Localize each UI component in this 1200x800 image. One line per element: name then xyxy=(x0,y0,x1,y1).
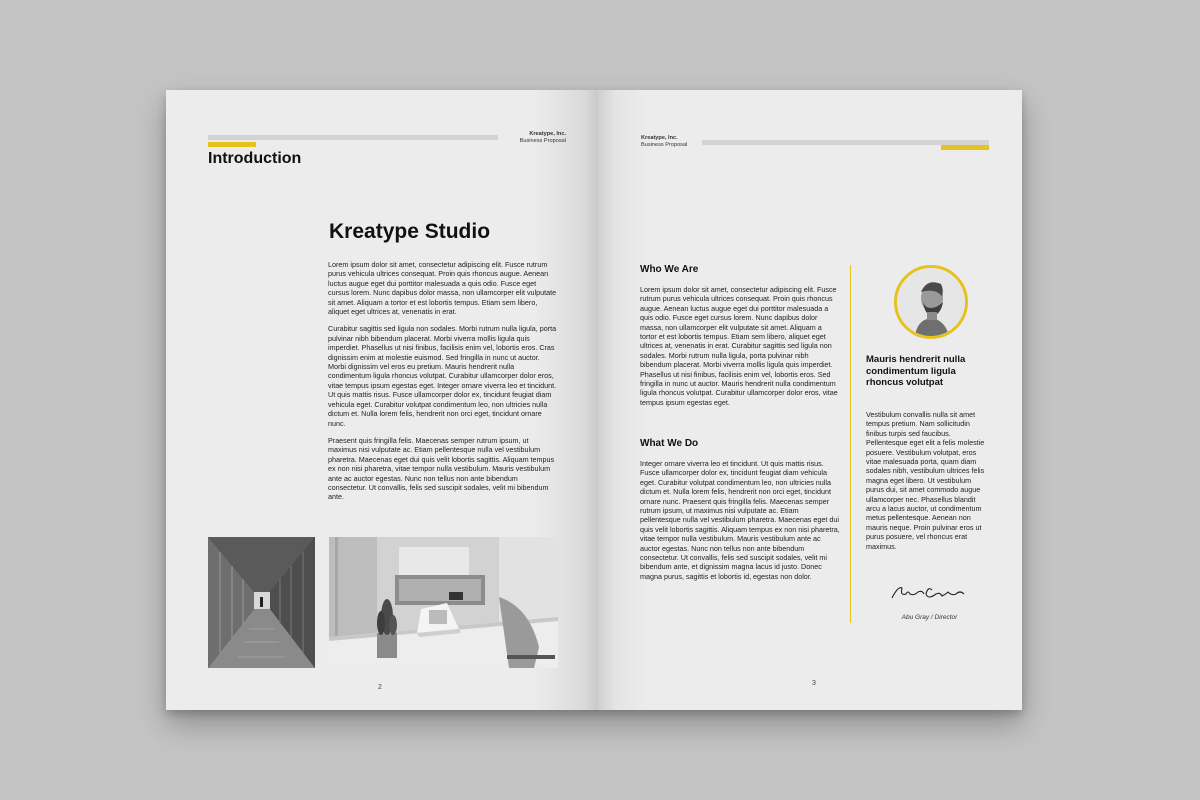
header-rule xyxy=(208,135,498,140)
corridor-photo xyxy=(208,537,315,668)
header-meta xyxy=(641,135,687,149)
brochure-spread xyxy=(166,90,1022,710)
header-doc: Business Proposal xyxy=(519,138,566,144)
intro-paragraph-2: Curabitur sagittis sed ligula non sodales. Morbi rutrum nulla ligula, porta pulvinar nibh bibendum placerat. Morbi viverra mollis ligula quis imperdiet. Phasellus ut nisi finibus, facilisis enim vel, lobortis eros. Cras dignissim enim at molestie euismod. Sed fringilla in nunc ut auctor. Morbi dignissim vel eros eu pretium. Mauris hendrerit nulla condimentum ligula rhoncus volutpat. Curabitur ullamcorper dolor eros, vitae tempus ipsum egestas eget. Integer ornare viverra leo et tincidunt. Ut quis mattis risus. Fusce ullamcorper dolor ex, tincidunt feugiat diam vehicula eget. Curabitur volutpat condimentum leo, non ultricies nulla dictum et. Nulla lorem felis, hendrerit non orci eget, tincidunt ornare nunc. xyxy=(328,324,557,428)
who-we-are-text: Lorem ipsum dolor sit amet, consectetur adipiscing elit. Fusce rutrum purus vehicula ultrices consequat. Proin quis rhoncus augue. Aenean luctus augue eget dui porttitor malesuada a quis odio. Fusce eget cursus lorem. Nunc dapibus dolor massa, non ullamcorper elit vulputate sit amet. Aliquam a tortor et est lobortis tempus. Etiam sem libero, aliquet eget ultrices at, venenatis in erat. Curabitur sagittis sed ligula non sodales. Morbi rutrum nulla ligula, porta pulvinar nibh bibendum placerat. Morbi viverra mollis ligula quis imperdiet. Phasellus ut nisi finibus, facilisis enim vel, lobortis eros. Sed fringilla in nunc ut auctor. Mauris hendrerit nulla condimentum ligula rhoncus volutpat. Curabitur ullamcorper dolor eros, vitae tempus ipsum egestas eget. xyxy=(640,285,838,407)
pull-quote: Mauris hendrerit nulla condimentum ligula rhoncus volutpat xyxy=(866,354,966,388)
section-title: Introduction xyxy=(208,150,302,167)
header-company: Kreatype, Inc. xyxy=(529,131,566,137)
signature xyxy=(888,582,978,604)
header-doc: Business Proposal xyxy=(641,142,688,148)
header-company: Kreatype, Inc. xyxy=(641,135,678,141)
what-we-do-text: Integer ornare viverra leo et tincidunt. Ut quis mattis risus. Fusce ullamcorper dolor ex, tincidunt feugiat diam vehicula eget. Curabitur volutpat condimentum leo, non ultricies nulla dictum et. Nulla lorem felis, hendrerit non orci eget, tincidunt ornare nunc. Praesent quis fringilla felis. Maecenas semper rutrum ipsum, ut maximus nisi vulputate ac. Etiam pellentesque nulla vel vestibulum pharetra. Maecenas eget dui quis velit lobortis sagittis. Aliquam tempus ex non nisi pharetra, vitae tempor nulla vestibulum. Mauris vestibulum ante ac auctor egestas. Nunc non tellus non ante bibendum consectetur. Ut convallis, felis sed suscipit sodales, velit mi bibendum ante, et dignissim magna lacus id justo. Donec magna purus, sagittis et lobortis id, egestas non dolor. xyxy=(640,459,840,581)
portrait-photo xyxy=(894,265,968,339)
signer-caption: Abu Gray / Director xyxy=(901,614,958,621)
column-divider xyxy=(850,265,851,623)
page-number-left: 2 xyxy=(378,684,382,691)
header-accent-bar xyxy=(941,145,989,150)
left-page xyxy=(166,90,598,710)
sidebar-text: Vestibulum convallis nulla sit amet tempus pretium. Nam sollicitudin finibus turpis sed faucibus. Pellentesque eget elit a felis molestie posuere. Vestibulum volutpat, eros vitae malesuada porta, quam diam sodales nibh, vestibulum ultrices felis magna eget libero. Ut vestibulum purus dui, sit amet commodo augue ullamcorper nec. Phasellus blandit arcu a lacus auctor, ut condimentum metus pellentesque. Aenean non mauris neque. Proin pulvinar eros ut purus posuere, vel rhoncus erat maximus. xyxy=(866,410,985,551)
office-desk-photo xyxy=(329,537,558,668)
who-we-are-title: Who We Are xyxy=(640,264,699,275)
page-heading: Kreatype Studio xyxy=(329,220,491,243)
intro-text-column xyxy=(328,260,558,502)
page-number-right: 3 xyxy=(812,680,816,687)
what-we-do-title: What We Do xyxy=(640,438,699,449)
right-page xyxy=(598,90,1022,710)
intro-paragraph-1: Lorem ipsum dolor sit amet, consectetur adipiscing elit. Fusce rutrum purus vehicula ultrices consequat. Proin quis rhoncus augue. Aenean luctus augue eget dui porttitor malesuada a quis odio. Fusce eget cursus lorem. Nunc dapibus dolor massa, non ullamcorper elit vulputate sit amet. Aliquam a tortor et est lobortis tempus. Etiam sem libero, aliquet eget ultrices at, venenatis in erat. xyxy=(328,260,557,317)
header-meta xyxy=(508,131,566,145)
header-accent-bar xyxy=(208,142,256,147)
intro-paragraph-3: Praesent quis fringilla felis. Maecenas semper rutrum ipsum, ut maximus nisi vulputate ac. Etiam pellentesque nulla vel vestibulum pharetra. Maecenas eget dui quis velit lobortis sagittis. Aliquam tempus ex non nisi pharetra, vitae tempor nulla vestibulum. Mauris vestibulum ante ac auctor egestas. Nunc non tellus non ante bibendum consectetur. Ut convallis, felis sed suscipit sodales, velit mi bibendum ante. xyxy=(328,435,555,502)
